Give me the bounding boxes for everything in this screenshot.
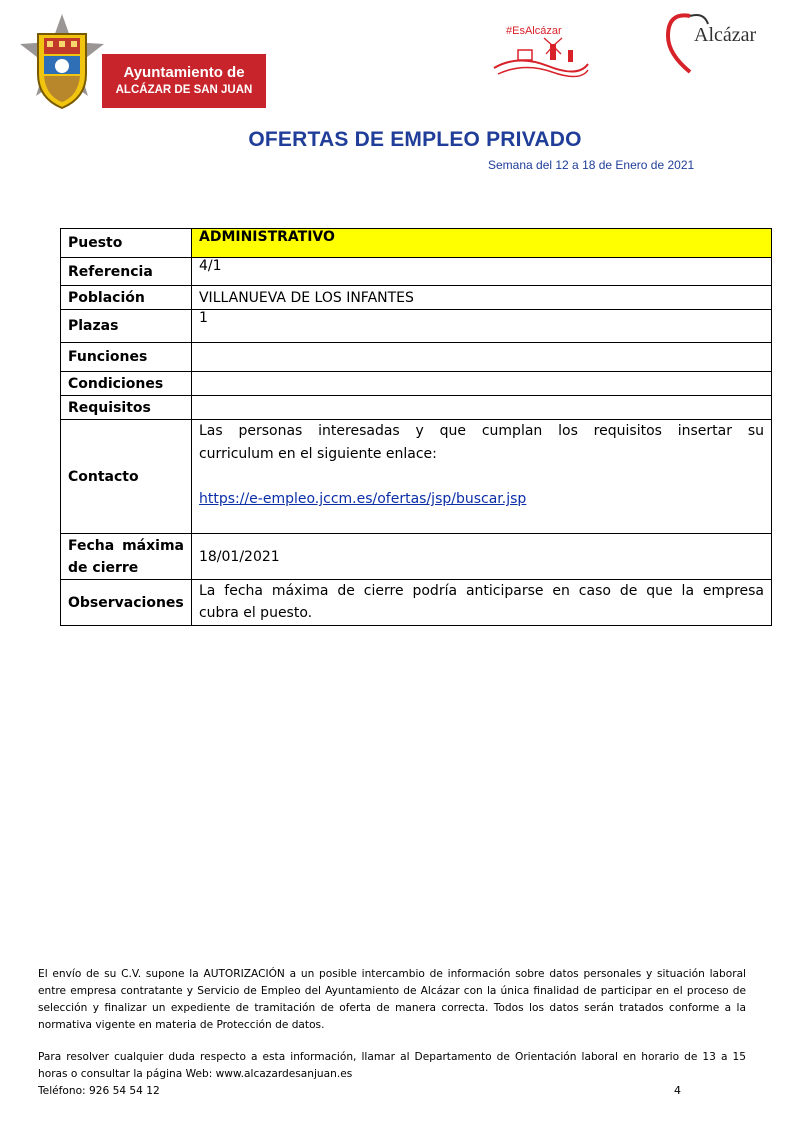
- label-observaciones: Observaciones: [61, 580, 192, 626]
- value-contacto: [191, 420, 771, 534]
- value-plazas: 1: [191, 310, 771, 343]
- label-plazas: Plazas: [61, 310, 192, 343]
- row-requisitos: [61, 396, 772, 420]
- row-contacto: [61, 420, 772, 534]
- fecha-label-line2: de cierre: [68, 559, 139, 576]
- row-fecha-cierre: [61, 534, 772, 580]
- brand-word: Alcázar: [694, 24, 757, 46]
- label-funciones: Funciones: [61, 343, 192, 372]
- label-puesto: Puesto: [61, 229, 192, 258]
- org-name-line2: ALCÁZAR DE SAN JUAN: [115, 84, 253, 96]
- campaign-tag: #EsAlcázar: [506, 25, 562, 37]
- municipality-name-box: [102, 54, 266, 108]
- page-number: 4: [674, 1084, 681, 1097]
- row-referencia: [61, 258, 772, 286]
- label-fecha-cierre: [61, 534, 192, 580]
- row-observaciones: [61, 580, 772, 626]
- row-funciones: [61, 343, 772, 372]
- privacy-disclaimer: El envío de su C.V. supone la AUTORIZACIÓN a un posible intercambio de información sobre datos personales y situación laboral entre empresa contratante y Servicio de Empleo del Ayuntamiento de Alcázar con la única finalidad de participar en el proceso de selección y finalizar un expediente de tramitación de oferta de manera correcta. Todos los datos serán tratados conforme a la normativa vigente en materia de Protección de datos.: [38, 968, 746, 1031]
- municipality-logo: [14, 12, 254, 118]
- job-search-link[interactable]: https://e-empleo.jccm.es/ofertas/jsp/buscar.jsp: [198, 491, 527, 507]
- org-name-line1: Ayuntamiento de: [123, 64, 245, 81]
- page-title: OFERTAS DE EMPLEO PRIVADO: [248, 128, 582, 151]
- row-plazas: [61, 310, 772, 343]
- observaciones-line1: La fecha máxima de cierre podría anticiparse en caso de que la empresa: [198, 583, 764, 599]
- week-range: Semana del 12 a 18 de Enero de 2021: [488, 158, 695, 172]
- fecha-label-line1: Fecha máxima: [68, 537, 184, 554]
- contacto-text-line2: curriculum en el siguiente enlace:: [198, 446, 437, 462]
- value-fecha-cierre: 18/01/2021: [191, 534, 771, 580]
- row-condiciones: [61, 372, 772, 396]
- value-puesto: ADMINISTRATIVO: [191, 229, 771, 258]
- contact-info: Para resolver cualquier duda respecto a esta información, llamar al Departamento de Orientación laboral en horario de 13 a 15 horas o consultar la página Web: www.alcazardesanjuan.es: [38, 1051, 746, 1080]
- label-referencia: Referencia: [61, 258, 192, 286]
- label-requisitos: Requisitos: [61, 396, 192, 420]
- contacto-text-line1: Las personas interesadas y que cumplan los requisitos insertar su: [198, 423, 764, 439]
- value-referencia: 4/1: [191, 258, 771, 286]
- value-poblacion: VILLANUEVA DE LOS INFANTES: [191, 286, 771, 310]
- phone-number: Teléfono: 926 54 54 12: [38, 1085, 160, 1097]
- label-poblacion: Población: [61, 286, 192, 310]
- value-condiciones: [191, 372, 771, 396]
- brand-logo: [660, 8, 770, 76]
- job-offer-table: [60, 228, 772, 626]
- value-funciones: [191, 343, 771, 372]
- campaign-logo: [488, 24, 592, 80]
- windmill-landscape-icon: [488, 24, 592, 80]
- label-contacto: Contacto: [61, 420, 192, 534]
- label-condiciones: Condiciones: [61, 372, 192, 396]
- row-puesto: [61, 229, 772, 258]
- row-poblacion: [61, 286, 772, 310]
- observaciones-line2: cubra el puesto.: [198, 605, 313, 621]
- coat-of-arms-icon: [14, 12, 110, 118]
- value-requisitos: [191, 396, 771, 420]
- value-observaciones: [191, 580, 771, 626]
